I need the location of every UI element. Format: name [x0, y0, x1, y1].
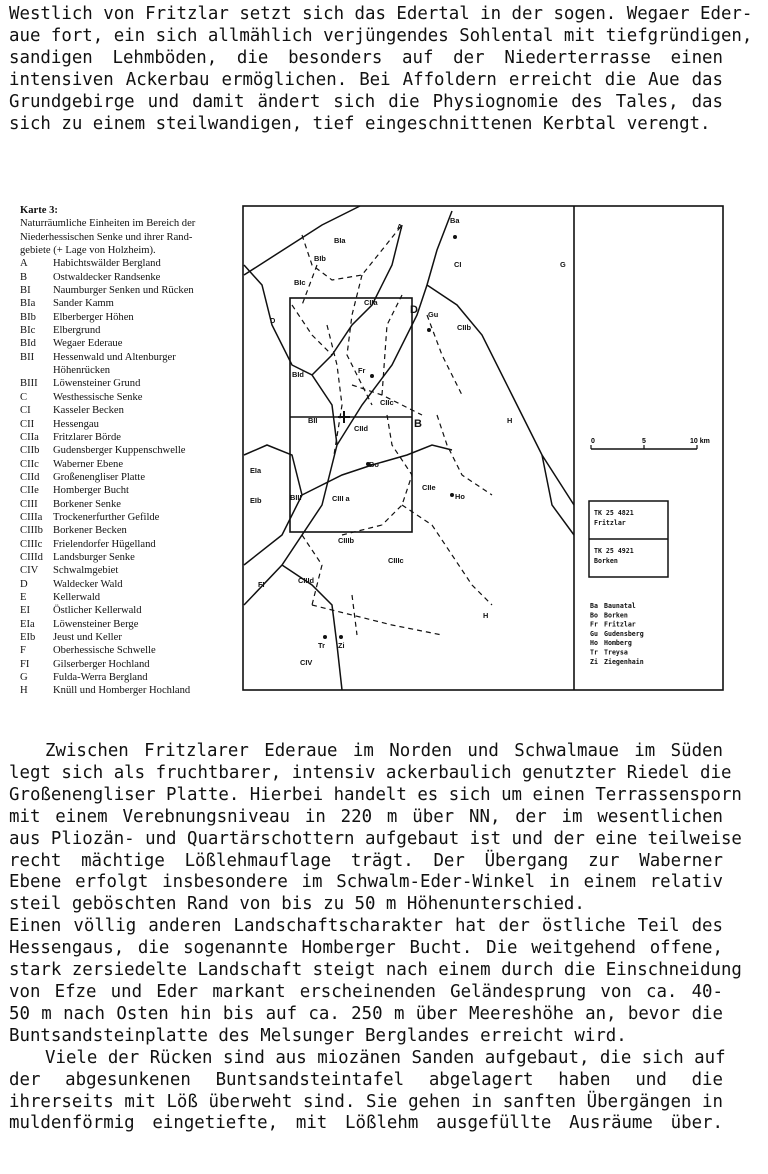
- legend-code: [20, 364, 53, 377]
- legend-code: CII: [20, 418, 35, 430]
- region-label: CIIa: [364, 298, 378, 307]
- text-line: sich zu einem steilwandigen, tief eingeschnittenen Kerbtal verengt.: [9, 113, 711, 134]
- legend-entry: [20, 644, 242, 657]
- legend-name: Habichtswälder Bergland: [53, 258, 161, 270]
- legend-entry: [20, 351, 242, 364]
- region-label: BII: [308, 416, 318, 425]
- legend-entry: [20, 431, 242, 444]
- legend-entry: [20, 364, 242, 377]
- legend-entry: [20, 297, 242, 310]
- sheet-number: TK 25 4921: [594, 547, 634, 555]
- legend-name: Höhenrücken: [53, 365, 111, 377]
- region-label: BIII: [290, 493, 302, 502]
- legend-code: CIIIb: [20, 525, 43, 537]
- place-list: [590, 602, 644, 666]
- text-line: Einen völlig anderen Landschaftscharakter hat der östliche Teil des: [9, 916, 723, 937]
- legend-list: [20, 257, 242, 697]
- text-line: mit einem Verebnungsniveau in 220 m über NN, der im wesentlichen: [9, 806, 723, 827]
- legend-entry: [20, 311, 242, 324]
- map-legend: [20, 204, 242, 698]
- region-label: CIId: [354, 424, 368, 433]
- intro-paragraph: [9, 4, 753, 135]
- legend-entry: [20, 511, 242, 524]
- text-line: recht mächtige Lößlehmauflage trägt. Der Übergang zur Waberner: [9, 850, 723, 871]
- map-caption: gebiete (+ Lage von Holzheim).: [20, 245, 156, 257]
- region-label: G: [560, 260, 566, 269]
- legend-code: EIb: [20, 632, 36, 643]
- region-labels: [250, 216, 566, 667]
- legend-name: Knüll und Homberger Hochland: [53, 685, 191, 697]
- legend-entry: [20, 538, 242, 551]
- region-label: Gu: [428, 310, 439, 319]
- map-caption: Niederhessischen Senke und ihrer Rand-: [20, 231, 193, 243]
- place-name: Fritzlar: [604, 620, 636, 629]
- text-line: von Efze und Eder markant erscheinenden Geländesprung von ca. 40-: [9, 981, 723, 1002]
- legend-name: Wegaer Ederaue: [53, 338, 123, 350]
- legend-code: CIII: [20, 498, 38, 510]
- legend-name: Elberberger Höhen: [53, 311, 134, 323]
- text-line: aue fort, ein sich allmählich verjüngendes Sohlental mit tiefgründigen,: [9, 25, 753, 46]
- region-label: EIb: [250, 496, 262, 505]
- scale-tick: 10 km: [690, 438, 710, 445]
- legend-entry: [20, 618, 242, 631]
- legend-name: Sander Kamm: [53, 298, 114, 310]
- region-label: BIc: [294, 278, 306, 287]
- place-abbr: Gu: [590, 629, 598, 638]
- legend-name: Schwalmgebiet: [53, 565, 119, 577]
- sheet-name: Borken: [594, 557, 618, 565]
- place-name: Baunatal: [604, 602, 636, 610]
- region-label: CIIe: [422, 483, 436, 492]
- region-label: CIII a: [332, 494, 350, 503]
- legend-name: Elbergrund: [53, 325, 101, 337]
- legend-entry: [20, 444, 242, 457]
- text-line: der abgesunkenen Buntsandsteintafel abgelagert haben und die: [9, 1069, 723, 1090]
- text-line: Ebene erfolgt insbesondere im Schwalm-Eder-Winkel in einem relativ: [9, 872, 723, 893]
- region-label: CIIId: [298, 576, 315, 585]
- legend-name: Fulda-Werra Bergland: [53, 672, 148, 684]
- scale-tick: 0: [591, 438, 595, 445]
- legend-entry: [20, 271, 242, 284]
- legend-name: Gilserberger Hochland: [53, 658, 150, 670]
- legend-name: Homberger Bucht: [53, 485, 130, 497]
- legend-code: CIV: [20, 565, 39, 577]
- legend-code: E: [20, 591, 27, 603]
- legend-name: Östlicher Kellerwald: [53, 605, 142, 617]
- legend-entry: [20, 404, 242, 417]
- region-label: CIIb: [457, 323, 471, 332]
- legend-name: Löwensteiner Berge: [53, 618, 139, 630]
- legend-code: BId: [20, 338, 36, 350]
- legend-name: Borkener Senke: [53, 498, 121, 510]
- region-map: [242, 205, 724, 691]
- region-label: Zi: [338, 641, 345, 650]
- region-label: FI: [258, 580, 265, 589]
- legend-name: Gudensberger Kuppenschwelle: [53, 445, 186, 457]
- place-abbr: Ba: [590, 602, 598, 610]
- region-label: BIa: [334, 236, 346, 245]
- holzheim-marker: [338, 411, 350, 423]
- region-label: A: [397, 222, 403, 231]
- text-line: steil geböschten Rand von bis zu 50 m Höhenunterschied.: [9, 894, 585, 915]
- place-name: Homberg: [604, 639, 632, 648]
- legend-code: BI: [20, 285, 31, 297]
- legend-name: Löwensteiner Grund: [53, 378, 141, 390]
- region-label: Fr: [358, 366, 366, 375]
- legend-entry: [20, 551, 242, 564]
- region-label: CIV: [300, 658, 313, 667]
- region-label: H: [507, 416, 513, 425]
- text-line: Westlich von Fritzlar setzt sich das Edertal in der sogen. Wegaer Eder-: [9, 4, 753, 24]
- legend-entry: [20, 471, 242, 484]
- legend-code: CIIc: [20, 458, 39, 470]
- text-line: Hessengaus, die sogenannte Homberger Bucht. Die weitgehend offene,: [9, 938, 723, 959]
- subregion-boundaries: [292, 225, 492, 635]
- legend-code: BIc: [20, 325, 36, 337]
- text-line: aus Pliozän- und Quartärschottern aufgebaut ist und der eine teilweise: [9, 828, 742, 849]
- legend-name: Trockenerfurther Gefilde: [53, 511, 160, 523]
- region-label: CI: [454, 260, 462, 269]
- legend-name: Frielendorfer Hügelland: [53, 538, 156, 550]
- legend-entry: [20, 591, 242, 604]
- place-abbr: Zi: [590, 657, 598, 666]
- legend-name: Ostwaldecker Randsenke: [53, 271, 161, 283]
- legend-code: CIIIa: [20, 511, 43, 523]
- legend-code: BIa: [20, 298, 36, 310]
- legend-name: Hessenwald und Altenburger: [53, 351, 176, 363]
- text-line: ihrerseits mit Löß überweht sind. Sie gehen in sanften Übergängen in: [9, 1091, 723, 1112]
- legend-code: EI: [20, 605, 30, 617]
- legend-name: Jeust und Keller: [53, 632, 122, 643]
- region-label: H: [483, 611, 489, 620]
- region-label: Ba: [450, 216, 460, 225]
- legend-code: B: [20, 271, 28, 283]
- legend-code: BIb: [20, 311, 36, 323]
- legend-name: Landsburger Senke: [53, 551, 135, 563]
- legend-code: A: [20, 258, 28, 270]
- text-line: intensiven Ackerbau ermöglichen. Bei Affoldern erreicht die Aue das: [9, 69, 723, 90]
- legend-entry: [20, 484, 242, 497]
- legend-entry: [20, 604, 242, 617]
- region-label: BIb: [314, 254, 326, 263]
- place-abbr: Ho: [590, 639, 598, 648]
- legend-code: FI: [20, 658, 30, 670]
- legend-entry: [20, 631, 242, 644]
- legend-entry: [20, 658, 242, 671]
- sheet-outline: [290, 298, 412, 532]
- place-name: Ziegenhain: [604, 657, 644, 666]
- legend-code: G: [20, 672, 28, 684]
- legend-name: Hessengau: [53, 418, 99, 430]
- legend-entry: [20, 257, 242, 270]
- text-line: Viele der Rücken sind aus miozänen Sanden aufgebaut, die sich auf: [45, 1047, 726, 1068]
- text-line: legt sich als fruchtbarer, intensiv ackerbaulich genutzter Riedel die: [9, 762, 732, 783]
- legend-entry: [20, 377, 242, 390]
- legend-entry: [20, 458, 242, 471]
- legend-code: CI: [20, 405, 31, 417]
- scale-bar: [591, 438, 710, 449]
- legend-entry: [20, 524, 242, 537]
- legend-code: CIIId: [20, 551, 43, 563]
- legend-name: Großenengliser Platte: [53, 471, 146, 483]
- map-caption: Naturräumliche Einheiten im Bereich der: [20, 218, 196, 230]
- legend-code: C: [20, 391, 28, 403]
- text-line: stark zersiedelte Landschaft steigt nach einem durch die Einschneidung: [9, 960, 742, 981]
- town-markers: [323, 235, 457, 639]
- legend-code: D: [20, 578, 28, 590]
- region-label: CIIc: [380, 398, 394, 407]
- sheet-number: TK 25 4821: [594, 509, 634, 517]
- body-paragraph: [9, 741, 742, 1135]
- legend-entry: [20, 337, 242, 350]
- legend-entry: [20, 578, 242, 591]
- legend-name: Kasseler Becken: [53, 405, 124, 417]
- region-label: Tr: [318, 641, 325, 650]
- legend-code: BII: [20, 351, 35, 363]
- legend-name: Waldecker Wald: [53, 578, 123, 590]
- sheet-name: Fritzlar: [594, 519, 626, 527]
- legend-code: CIId: [20, 471, 40, 483]
- region-label: B: [414, 418, 422, 430]
- legend-name: Westhessische Senke: [53, 391, 143, 403]
- place-name: Gudensberg: [604, 629, 644, 638]
- text-line: Großenengliser Platte. Hierbei handelt es sich um einen Terrassensporn: [9, 784, 742, 805]
- legend-name: Borkener Becken: [53, 525, 127, 537]
- legend-code: CIIe: [20, 485, 39, 497]
- legend-code: CIIa: [20, 431, 39, 443]
- place-name: Treysa: [604, 648, 628, 657]
- place-name: Borken: [604, 611, 628, 620]
- legend-name: Waberner Ebene: [53, 458, 124, 470]
- region-label: Bo: [369, 460, 379, 469]
- map-caption: Karte 3:: [20, 205, 58, 216]
- legend-entry: [20, 324, 242, 337]
- region-label: D: [410, 304, 418, 316]
- scale-tick: 5: [642, 438, 646, 445]
- legend-entry: [20, 671, 242, 684]
- legend-entry: [20, 684, 242, 697]
- place-abbr: Tr: [590, 648, 598, 657]
- legend-name: Fritzlarer Börde: [53, 431, 121, 443]
- text-line: Buntsandsteinplatte des Melsunger Berglandes erreicht wird.: [9, 1025, 627, 1046]
- legend-name: Oberhessische Schwelle: [53, 645, 156, 657]
- legend-entry: [20, 498, 242, 511]
- legend-entry: [20, 564, 242, 577]
- legend-code: CIIb: [20, 445, 40, 457]
- text-line: muldenförmig eingetiefte, mit Lößlehm ausgefüllte Ausräume über.: [9, 1113, 723, 1134]
- text-line: 50 m nach Osten hin bis auf ca. 250 m über Meereshöhe an, bevor die: [9, 1003, 723, 1024]
- sheet-index: [589, 501, 668, 577]
- region-label: D: [270, 316, 276, 325]
- legend-code: H: [20, 685, 28, 697]
- legend-name: Kellerwald: [53, 591, 101, 603]
- legend-entry: [20, 391, 242, 404]
- legend-code: CIIIc: [20, 538, 43, 550]
- place-abbr: Fr: [590, 620, 598, 629]
- legend-entry: [20, 418, 242, 431]
- legend-code: F: [20, 645, 26, 657]
- text-line: sandigen Lehmböden, die besonders auf der Niederterrasse einen: [9, 47, 723, 68]
- place-abbr: Bo: [590, 611, 598, 620]
- legend-name: Naumburger Senken und Rücken: [53, 285, 194, 297]
- region-label: Ho: [455, 492, 465, 501]
- region-label: EIa: [250, 466, 262, 475]
- region-label: BId: [292, 370, 304, 379]
- region-label: CIIIb: [338, 536, 355, 545]
- legend-code: BIII: [20, 378, 38, 390]
- legend-code: EIa: [20, 618, 35, 630]
- legend-entry: [20, 284, 242, 297]
- text-line: Zwischen Fritzlarer Ederaue im Norden und Schwalmaue im Süden: [45, 741, 723, 761]
- text-line: Grundgebirge und damit ändert sich die Physiognomie des Tales, das: [9, 91, 723, 112]
- region-label: CIIIc: [388, 556, 404, 565]
